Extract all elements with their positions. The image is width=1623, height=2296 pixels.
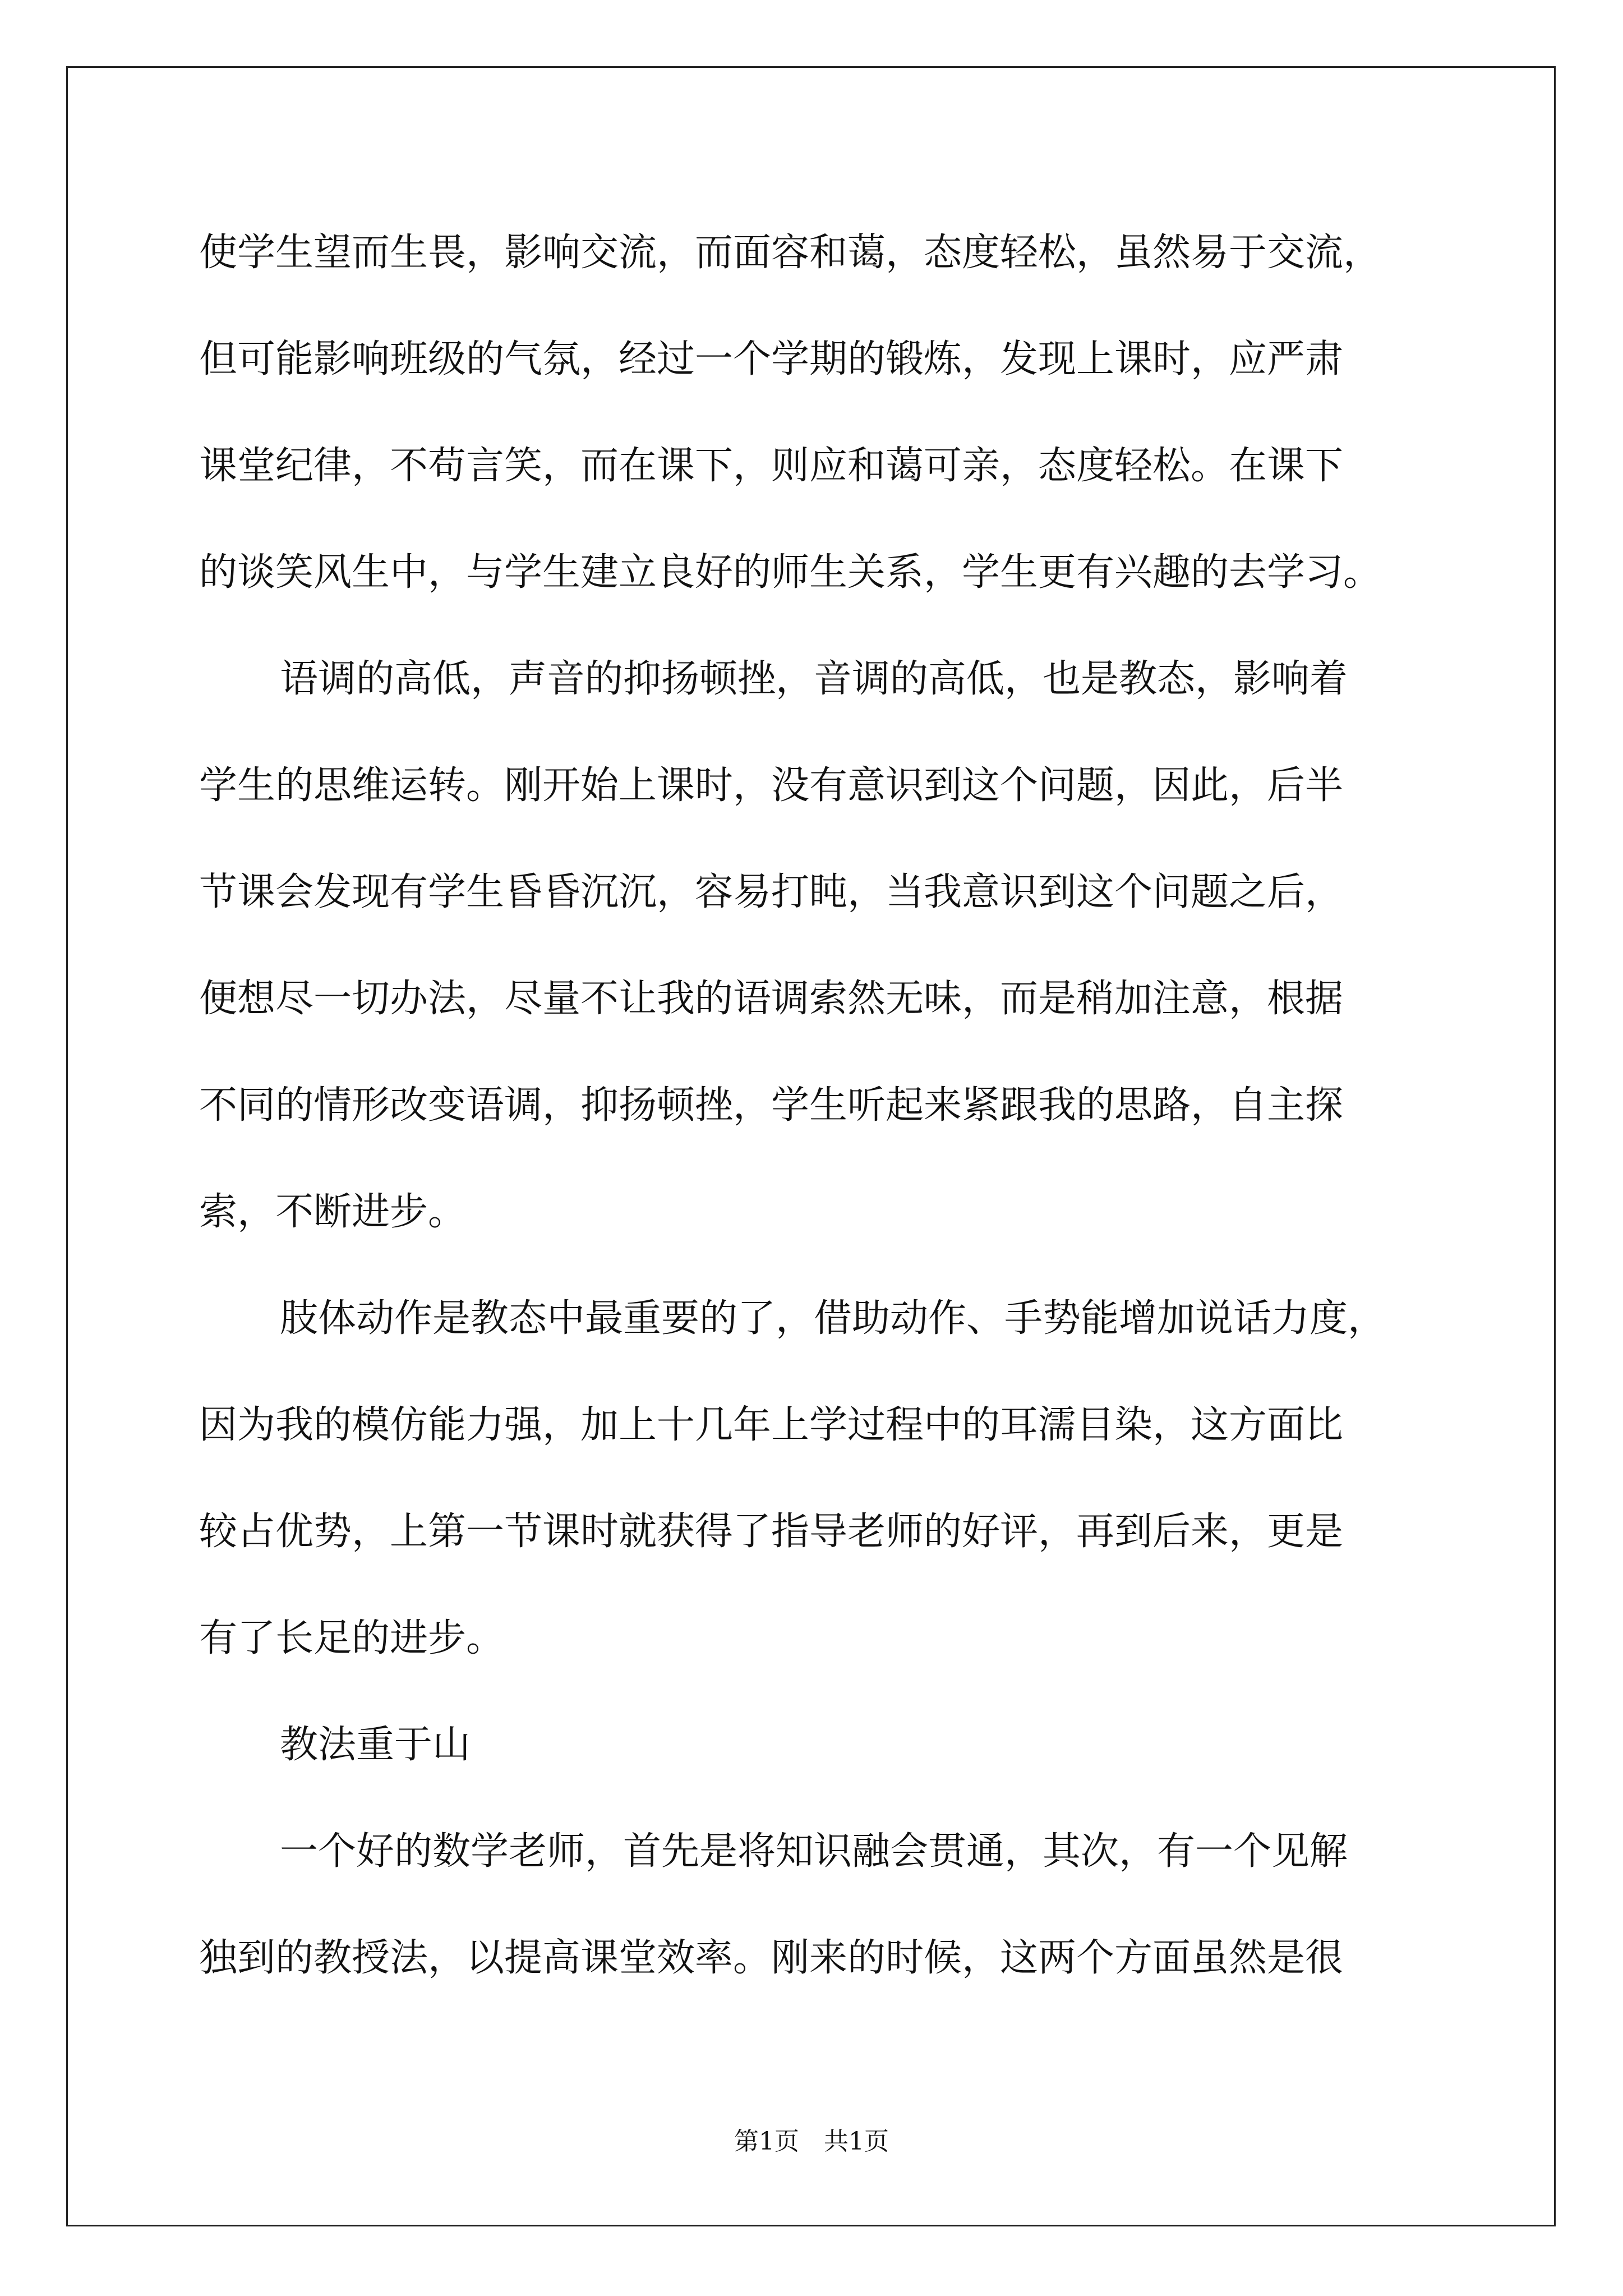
text-line: 因为我的模仿能力强，加上十几年上学过程中的耳濡目染，这方面比 [199,1403,1344,1447]
document-body [199,200,1433,2012]
text-line: 节课会发现有学生昏昏沉沉，容易打盹，当我意识到这个问题之后， [199,870,1344,914]
text-line: 有了长足的进步。 [199,1616,505,1660]
text-line: 的谈笑风生中，与学生建立良好的师生关系，学生更有兴趣的去学习。 [199,550,1382,595]
text-line: 便想尽一切办法，尽量不让我的语调索然无味，而是稍加注意，根据 [199,977,1344,1021]
text-line: 索，不断进步。 [199,1190,467,1234]
section-heading: 教法重于山 [280,1723,471,1767]
text-line: 独到的教授法，以提高课堂效率。刚来的时候，这两个方面虽然是很 [199,1936,1344,1980]
text-line: 使学生望而生畏，影响交流，而面容和蔼，态度轻松，虽然易于交流， [199,231,1382,275]
paragraph-first-line: 语调的高低，声音的抑扬顿挫，音调的高低，也是教态，影响着 [280,657,1348,701]
text-line: 但可能影响班级的气氛，经过一个学期的锻炼，发现上课时，应严肃 [199,337,1344,381]
page-footer [0,2125,1623,2159]
text-line: 学生的思维运转。刚开始上课时，没有意识到这个问题，因此，后半 [199,763,1344,808]
text-line: 课堂纪律，不苟言笑，而在课下，则应和蔼可亲，态度轻松。在课下 [199,444,1344,488]
text-line: 不同的情形改变语调，抑扬顿挫，学生听起来紧跟我的思路，自主探 [199,1083,1344,1128]
text-line: 较占优势，上第一节课时就获得了指导老师的好评，再到后来，更是 [199,1510,1344,1554]
paragraph-first-line: 肢体动作是教态中最重要的了，借助动作、手势能增加说话力度， [280,1296,1386,1341]
paragraph-first-line: 一个好的数学老师，首先是将知识融会贯通，其次，有一个见解 [280,1829,1348,1874]
page-number-label: 第1页 共1页 [734,2127,889,2156]
